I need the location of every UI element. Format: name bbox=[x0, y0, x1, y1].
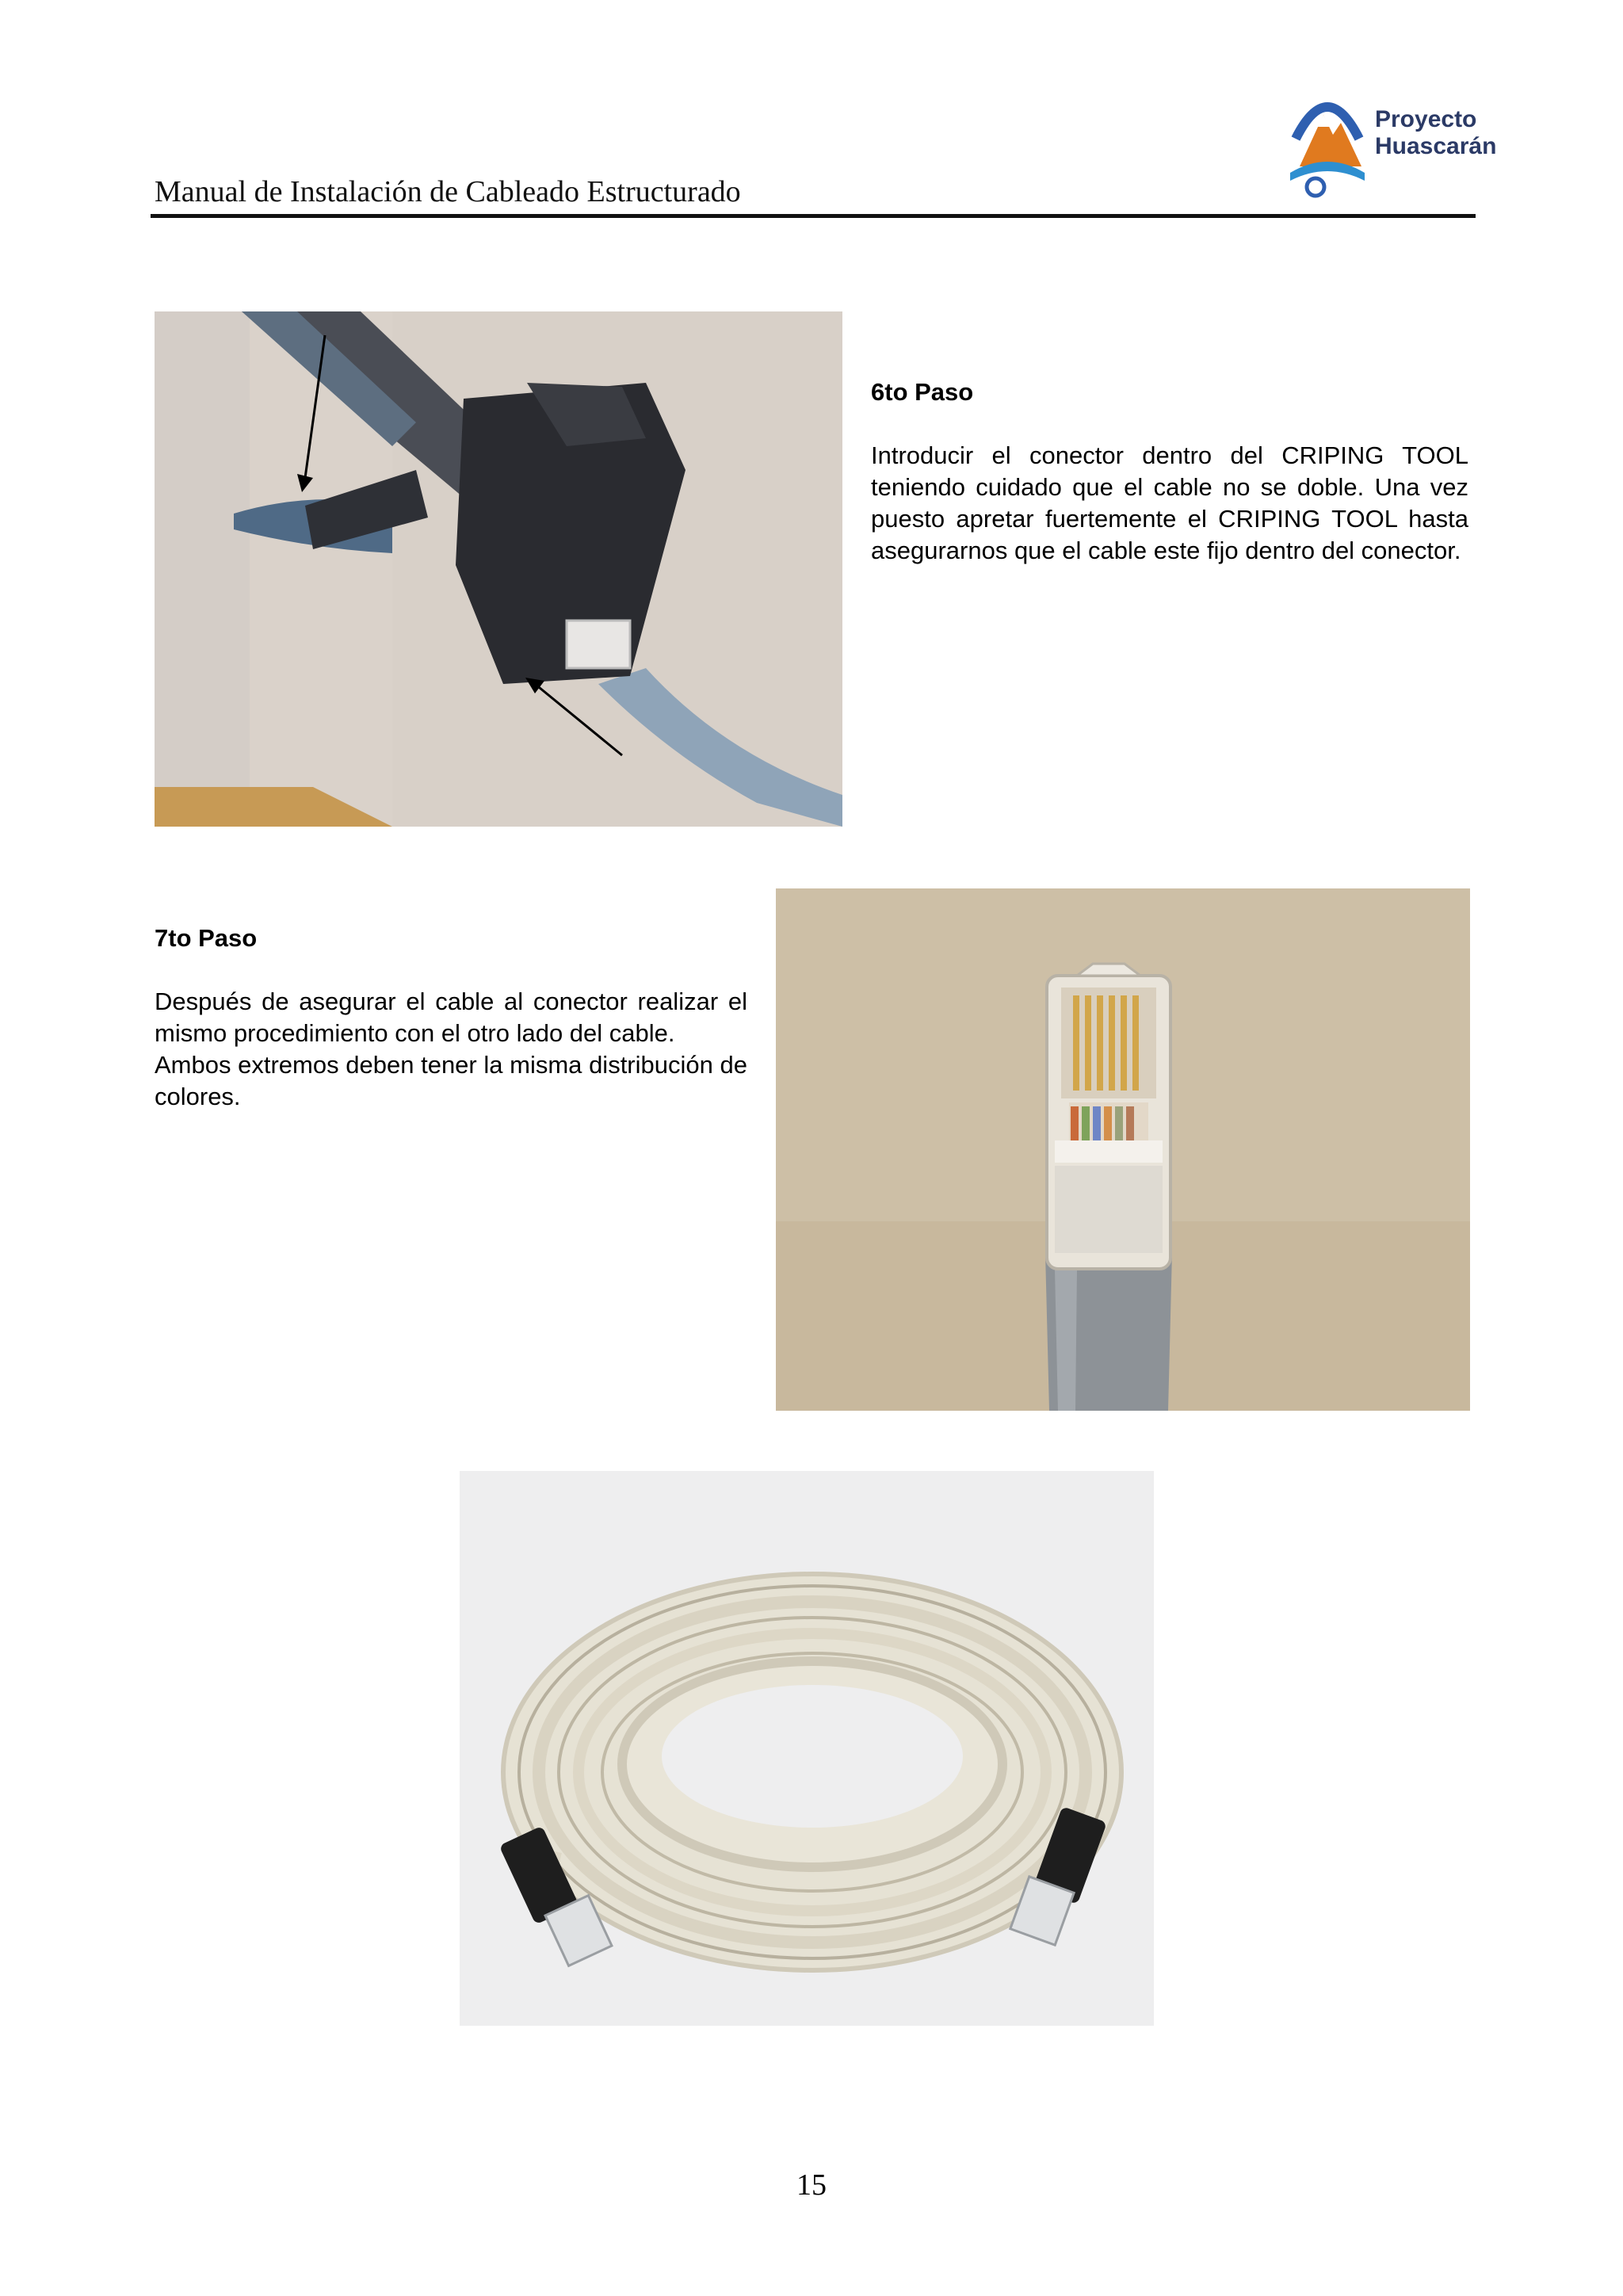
step-6-title: 6to Paso bbox=[871, 378, 974, 406]
crimping-tool-photo bbox=[155, 311, 842, 827]
logo-text-line1: Proyecto bbox=[1375, 106, 1477, 132]
logo-text-line2: Huascarán bbox=[1375, 133, 1497, 159]
proyecto-huascaran-logo bbox=[1284, 79, 1514, 198]
header-divider bbox=[151, 214, 1476, 218]
network-cable-coil-photo bbox=[460, 1471, 1154, 2026]
step-7-section bbox=[155, 923, 747, 1113]
document-header-title: Manual de Instalación de Cableado Estructurado bbox=[155, 175, 741, 208]
logo-text bbox=[1375, 106, 1496, 160]
step-7-title: 7to Paso bbox=[155, 924, 258, 952]
mountain-logo-icon bbox=[1284, 79, 1371, 198]
step-6-section bbox=[871, 376, 1468, 567]
page-number: 15 bbox=[796, 2168, 827, 2202]
step-6-body: Introducir el conector dentro del CRIPING TOOL teniendo cuidado que el cable no se doble. Una vez puesto apretar fuertemente el CRIPING TOOL hasta asegurarnos que el cable este fijo dentro del conector. bbox=[871, 441, 1468, 564]
step-7-body-line1: Después de asegurar el cable al conector realizar el mismo procedimiento con el otro lado del cable. bbox=[155, 988, 747, 1047]
rj45-connector-photo bbox=[776, 888, 1470, 1411]
step-7-body-line2: Ambos extremos deben tener la misma distribución de colores. bbox=[155, 1051, 747, 1110]
